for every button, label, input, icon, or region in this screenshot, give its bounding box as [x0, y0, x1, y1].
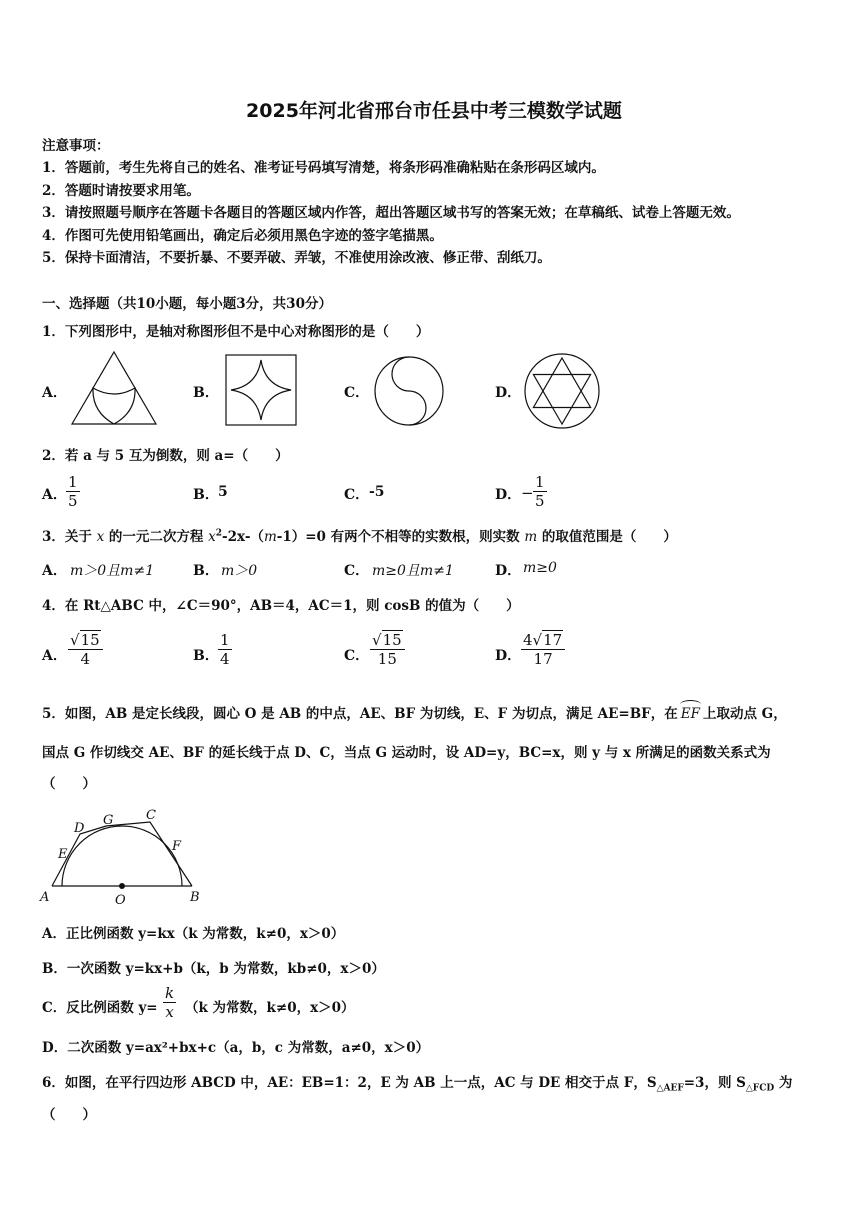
q3-option-b-label: B．: [193, 563, 219, 579]
q4-option-a-label: A．: [42, 648, 67, 664]
notes-heading: 注意事项：: [42, 138, 110, 154]
q2-option-a-label: A．: [42, 487, 67, 503]
q4-a-numerator: √15: [68, 631, 103, 650]
q2-option-a-fraction: [66, 473, 80, 510]
q6-text: =3，则: [683, 1075, 737, 1091]
q5-c-denominator: x: [165, 1003, 174, 1021]
fig-label-b: B: [190, 890, 200, 905]
q4-option-c-label: C．: [344, 648, 370, 664]
note-item: 5．保持卡面清洁，不要折暴、不要弄破、弄皱，不准使用涂改液、修正带、刮纸刀。: [42, 250, 551, 266]
q4-option-b-label: B．: [193, 648, 219, 664]
q5-option-d: D．二次函数 y=ax²+bx+c（a，b，c 为常数，a≠0，x＞0）: [42, 1040, 430, 1056]
q2-d-denominator: 5: [535, 492, 545, 510]
q3-option-a-value: m＞0且m≠1: [70, 563, 155, 579]
note-item: 4．作图可先使用铅笔画出，确定后必须用黑色字迹的签字笔描黑。: [42, 228, 443, 244]
q4-d-coefficient: 4: [523, 631, 533, 649]
q3-text: -1）=0 有两个不相等的实数根，则实数: [276, 529, 525, 545]
q1-figure-b: [225, 354, 297, 426]
q3-option-d-value: m≥0: [523, 560, 557, 576]
q3-text: 3．关于: [42, 529, 97, 545]
page-title: 2025年河北省邢台市任县中考三模数学试题: [246, 100, 622, 122]
q3-option-b-value: m＞0: [221, 563, 258, 579]
fig-label-g: G: [103, 813, 114, 828]
q5-option-a: A．正比例函数 y=kx（k 为常数，k≠0，x＞0）: [42, 926, 345, 942]
q4-c-denominator: 15: [377, 650, 397, 668]
q5-text: 上取动点 G，: [702, 706, 787, 722]
note-item: 2．答题时请按要求用笔。: [42, 183, 200, 199]
q4-c-radicand: 15: [382, 631, 402, 649]
q3-option-c-label: C．: [344, 563, 370, 579]
q4-d-denominator: 17: [533, 650, 553, 668]
fig-label-e: E: [58, 847, 68, 862]
q4-d-numerator: 4√17: [521, 631, 565, 650]
q3-option-a-label: A．: [42, 563, 67, 579]
q2-a-denominator: 5: [68, 492, 78, 510]
q2-a-numerator: 1: [68, 473, 78, 491]
question-3-stem: [42, 525, 677, 545]
q2-option-c-label: C．: [344, 487, 370, 503]
question-4-stem: 4．在 Rt△ABC 中，∠C＝90°，AB＝4，AC＝1，则 cosB 的值为（ ）: [42, 598, 520, 614]
q2-option-d-fraction: [533, 473, 547, 510]
q5-option-c-prefix: C．反比例函数 y=: [42, 1000, 158, 1016]
q4-b-numerator: 1: [220, 631, 230, 649]
q4-option-d-fraction: [521, 631, 565, 668]
question-1-stem: 1．下列图形中，是轴对称图形但不是中心对称图形的是（ ）: [42, 324, 430, 340]
q4-a-denominator: 4: [80, 650, 91, 668]
q3-text: 的取值范围是（ ）: [537, 529, 677, 545]
fig-label-d: D: [74, 821, 85, 836]
q3-var-x: x: [96, 529, 105, 545]
q5-text: 5．如图，AB 是定长线段，圆心 O 是 AB 的中点，AE、BF 为切线，E、F 为切点，满足 AE=BF，在: [42, 706, 678, 722]
note-item: 1．答题前，考生先将自己的姓名、准考证号码填写清楚，将条形码准确粘贴在条形码区域内。: [42, 160, 605, 176]
q5-figure: [40, 800, 210, 910]
q1-option-a-label: A．: [42, 385, 67, 401]
q2-option-b-value: 5: [218, 484, 228, 500]
q5-option-c-suffix: （k 为常数，k≠0，x＞0）: [185, 1000, 355, 1016]
q3-eq-exponent: 2: [215, 528, 223, 539]
q5-c-numerator: k: [165, 984, 175, 1002]
fig-label-c: C: [146, 808, 156, 823]
q1-option-d-label: D．: [495, 385, 522, 401]
fig-label-a: A: [40, 890, 50, 905]
fig-label-f: F: [172, 839, 182, 854]
q6-area-s1: S: [646, 1075, 657, 1091]
q4-option-a-fraction: [68, 631, 103, 668]
q4-option-c-fraction: [370, 631, 405, 668]
q6-text: 为: [774, 1075, 793, 1091]
question-5-line-3: （ ）: [42, 776, 96, 792]
q2-option-c-value: -5: [369, 484, 385, 500]
q4-c-numerator: √15: [370, 631, 405, 650]
q1-figure-a: [70, 350, 158, 426]
q1-figure-d: [524, 353, 600, 429]
q5-option-c-fraction: [163, 984, 176, 1021]
question-6-line-1: [42, 1071, 792, 1094]
q4-option-b-fraction: [218, 631, 232, 668]
q4-b-denominator: 4: [220, 650, 230, 668]
q2-d-numerator: 1: [535, 473, 545, 491]
q6-area-s2: S: [736, 1075, 746, 1091]
q3-option-d-label: D．: [495, 563, 522, 579]
q2-option-b-label: B．: [193, 487, 219, 503]
question-2-stem: 2．若 a 与 5 互为倒数，则 a=（ ）: [42, 448, 289, 464]
q4-a-radicand: 15: [80, 631, 100, 649]
question-5-line-2: 国点 G 作切线交 AE、BF 的延长线于点 D、C，当点 G 运动时，设 AD=y，BC=x，则 y 与 x 所满足的函数关系式为: [42, 745, 771, 761]
q4-d-radicand: 17: [543, 631, 563, 649]
note-item: 3．请按照题号顺序在答题卡各题目的答题区域内作答，超出答题区域书写的答案无效；在草稿纸、试卷上答题无效。: [42, 205, 740, 221]
q3-eq-m: m: [263, 529, 277, 545]
q6-area-s2-sub: △FCD: [745, 1083, 775, 1094]
question-5-line-1: [42, 702, 787, 722]
q4-option-d-label: D．: [495, 648, 522, 664]
q6-area-s1-sub: △AEF: [656, 1083, 684, 1094]
q5-arc-label: EF: [680, 706, 700, 722]
q3-text: 的一元二次方程: [104, 529, 209, 545]
q3-option-c-value: m≥0且m≠1: [372, 563, 454, 579]
q5-arc-ef: [681, 706, 700, 722]
question-6-line-2: （ ）: [42, 1107, 96, 1123]
q1-option-c-label: C．: [344, 385, 370, 401]
q5-option-b: B．一次函数 y=kx+b（k，b 为常数，kb≠0，x＞0）: [42, 961, 385, 977]
q3-text: -2x-（: [222, 529, 264, 545]
fig-label-o: O: [115, 893, 126, 908]
q3-eq-x: x: [208, 529, 216, 545]
section-heading: 一、选择题（共10小题，每小题3分，共30分）: [42, 296, 332, 312]
q3-var-m: m: [524, 529, 538, 545]
q6-text: 6．如图，在平行四边形 ABCD 中，AE：EB=1：2，E 为 AB 上一点，AC 与 DE 相交于点 F，: [42, 1075, 647, 1091]
q1-option-b-label: B．: [193, 385, 219, 401]
q1-figure-c: [373, 355, 445, 427]
q2-option-d-label: D．: [495, 487, 522, 503]
q2-d-sign: −: [521, 484, 534, 502]
